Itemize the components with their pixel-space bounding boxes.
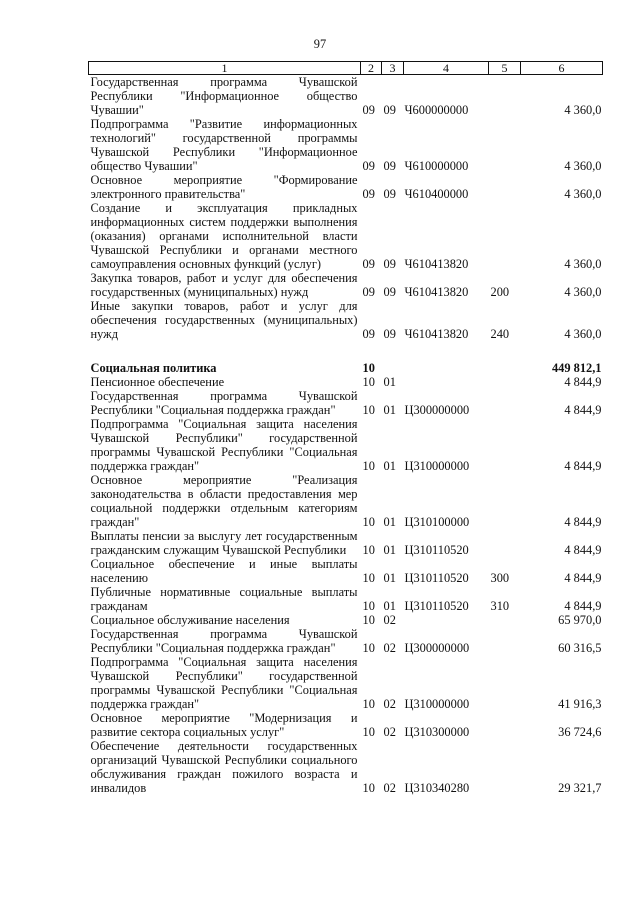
row-name: Подпрограмма "Развитие информационных технологий" государственной программы Чувашской Республики "Информационное общество Чувашии" — [90, 117, 358, 173]
table-row — [89, 711, 603, 739]
row-name: Основное мероприятие "Формирование электронного правительства" — [90, 173, 358, 201]
row-subsection-code: 02 — [383, 641, 396, 655]
table-row — [89, 271, 603, 299]
row-expense-type — [489, 613, 521, 627]
row-expense-type — [489, 389, 521, 417]
row-target-code — [404, 375, 489, 389]
row-subsection-code: 01 — [383, 459, 396, 473]
row-expense-type: 300 — [490, 571, 510, 585]
row-amount: 4 360,0 — [564, 257, 602, 271]
page-number: 97 — [313, 37, 327, 51]
row-section-code: 10 — [362, 571, 375, 585]
row-target-code — [404, 613, 489, 627]
row-target-code — [404, 341, 489, 375]
row-section-code: 09 — [362, 103, 375, 117]
row-expense-type — [489, 711, 521, 739]
row-name: Социальная политика — [90, 361, 217, 375]
row-expense-type — [489, 201, 521, 271]
row-amount: 4 844,9 — [564, 515, 602, 529]
row-amount: 449 812,1 — [551, 361, 602, 375]
table-row — [89, 585, 603, 613]
table-row — [89, 613, 603, 627]
row-section-code: 09 — [362, 257, 375, 271]
row-section-code: 10 — [362, 361, 375, 375]
row-subsection-code: 01 — [383, 515, 396, 529]
row-target-code: Ц310000000 — [404, 459, 470, 473]
row-section-code: 10 — [362, 781, 375, 795]
row-target-code: Ч600000000 — [404, 103, 469, 117]
row-target-code: Ц310000000 — [404, 697, 470, 711]
row-section-code: 10 — [362, 375, 375, 389]
row-expense-type — [489, 655, 521, 711]
row-target-code: Ч610413820 — [404, 285, 469, 299]
row-target-code: Ц310100000 — [404, 515, 470, 529]
row-amount: 41 916,3 — [558, 697, 602, 711]
row-amount: 4 360,0 — [564, 159, 602, 173]
row-subsection-code: 09 — [383, 187, 396, 201]
table-row — [89, 75, 603, 118]
row-amount: 4 360,0 — [564, 187, 602, 201]
row-section-code: 09 — [362, 159, 375, 173]
row-amount: 4 844,9 — [564, 375, 602, 389]
row-expense-type: 200 — [490, 285, 510, 299]
row-name: Пенсионное обеспечение — [90, 375, 225, 389]
table-row — [89, 529, 603, 557]
row-name: Социальное обслуживание населения — [90, 613, 290, 627]
budget-table — [88, 61, 603, 795]
row-section-code: 10 — [362, 543, 375, 557]
row-amount: 29 321,7 — [558, 781, 602, 795]
row-target-code: Ц310110520 — [404, 571, 469, 585]
row-expense-type — [489, 341, 521, 375]
row-name: Закупка товаров, работ и услуг для обеспечения государственных (муниципальных) нужд — [90, 271, 358, 299]
row-subsection-code: 02 — [383, 697, 396, 711]
row-expense-type — [489, 627, 521, 655]
table-row — [89, 341, 603, 375]
row-section-code: 10 — [362, 613, 375, 627]
row-section-code: 10 — [362, 641, 375, 655]
row-amount: 4 360,0 — [564, 327, 602, 341]
row-expense-type — [489, 75, 521, 118]
header-col-amount: 6 — [521, 62, 603, 75]
row-target-code: Ц310110520 — [404, 543, 469, 557]
row-section-code: 09 — [362, 327, 375, 341]
row-name: Иные закупки товаров, работ и услуг для обеспечения государственных (муниципальных) нужд — [90, 299, 358, 341]
table-row — [89, 417, 603, 473]
row-target-code: Ч610400000 — [404, 187, 469, 201]
row-target-code: Ц310340280 — [404, 781, 470, 795]
row-target-code: Ч610413820 — [404, 257, 469, 271]
table-row — [89, 627, 603, 655]
row-subsection-code: 01 — [383, 543, 396, 557]
table-row — [89, 473, 603, 529]
row-section-code: 10 — [362, 459, 375, 473]
row-expense-type: 310 — [490, 599, 510, 613]
row-name: Публичные нормативные социальные выплаты гражданам — [90, 585, 358, 613]
row-amount: 36 724,6 — [558, 725, 602, 739]
row-target-code: Ч610000000 — [404, 159, 469, 173]
row-subsection-code: 09 — [383, 159, 396, 173]
row-subsection-code: 09 — [383, 257, 396, 271]
row-amount: 4 844,9 — [564, 599, 602, 613]
row-subsection-code: 02 — [383, 613, 396, 627]
row-amount: 4 360,0 — [564, 103, 602, 117]
row-name: Основное мероприятие "Модернизация и развитие сектора социальных услуг" — [90, 711, 358, 739]
table-row — [89, 739, 603, 795]
table-row — [89, 389, 603, 417]
row-target-code: Ц300000000 — [404, 403, 470, 417]
row-subsection-code: 09 — [383, 327, 396, 341]
row-expense-type — [489, 173, 521, 201]
row-expense-type — [489, 529, 521, 557]
row-expense-type — [489, 417, 521, 473]
header-col-name: 1 — [89, 62, 361, 75]
row-name: Подпрограмма "Социальная защита населения Чувашской Республики" государственной программы Чувашской Республики "Социальная поддержка граждан" — [90, 655, 358, 711]
row-subsection-code: 01 — [383, 571, 396, 585]
row-subsection-code: 01 — [383, 375, 396, 389]
row-expense-type — [489, 473, 521, 529]
row-subsection-code: 02 — [383, 781, 396, 795]
row-section-code: 09 — [362, 285, 375, 299]
row-amount: 65 970,0 — [558, 613, 602, 627]
header-col-section: 2 — [361, 62, 382, 75]
row-expense-type — [489, 375, 521, 389]
header-col-subsection: 3 — [382, 62, 404, 75]
row-amount: 60 316,5 — [558, 641, 602, 655]
table-row — [89, 375, 603, 389]
row-name: Выплаты пенсии за выслугу лет государственным гражданским служащим Чувашской Республики — [90, 529, 358, 557]
header-col-target-code: 4 — [404, 62, 489, 75]
row-name: Государственная программа Чувашской Республики "Информационное общество Чувашии" — [90, 75, 358, 117]
table-row — [89, 117, 603, 173]
table-row — [89, 201, 603, 271]
row-section-code: 09 — [362, 187, 375, 201]
row-section-code: 10 — [362, 725, 375, 739]
header-col-expense-type: 5 — [489, 62, 521, 75]
row-name: Государственная программа Чувашской Республики "Социальная поддержка граждан" — [90, 627, 358, 655]
row-target-code: Ц300000000 — [404, 641, 470, 655]
table-header-row — [89, 62, 603, 75]
row-subsection-code: 09 — [383, 103, 396, 117]
row-section-code: 10 — [362, 697, 375, 711]
row-name: Создание и эксплуатация прикладных информационных систем поддержки выполнения (оказания) органами исполнительной власти Чувашской Республики и органами местного самоуправления основных функций (услуг) — [90, 201, 358, 271]
row-name: Обеспечение деятельности государственных организаций Чувашской Республики социального обслуживания граждан пожилого возраста и инвалидов — [90, 739, 358, 795]
row-subsection-code: 01 — [383, 599, 396, 613]
row-expense-type — [489, 739, 521, 795]
row-amount: 4 360,0 — [564, 285, 602, 299]
table-row — [89, 299, 603, 341]
row-target-code: Ц310300000 — [404, 725, 470, 739]
row-amount: 4 844,9 — [564, 403, 602, 417]
row-amount: 4 844,9 — [564, 571, 602, 585]
row-subsection-code: 02 — [383, 725, 396, 739]
table-row — [89, 173, 603, 201]
row-expense-type — [489, 117, 521, 173]
row-amount: 4 844,9 — [564, 459, 602, 473]
row-name: Подпрограмма "Социальная защита населения Чувашской Республики" государственной программы Чувашской Республики "Социальная поддержка граждан" — [90, 417, 358, 473]
row-subsection-code — [382, 341, 404, 375]
row-expense-type: 240 — [490, 327, 510, 341]
row-target-code: Ц310110520 — [404, 599, 469, 613]
table-row — [89, 655, 603, 711]
row-name: Социальное обеспечение и иные выплаты населению — [90, 557, 358, 585]
row-amount: 4 844,9 — [564, 543, 602, 557]
row-section-code: 10 — [362, 599, 375, 613]
table-row — [89, 557, 603, 585]
row-name: Государственная программа Чувашской Республики "Социальная поддержка граждан" — [90, 389, 358, 417]
row-name: Основное мероприятие "Реализация законодательства в области предоставления мер социальной поддержки отдельным категориям граждан" — [90, 473, 358, 529]
row-section-code: 10 — [362, 515, 375, 529]
row-section-code: 10 — [362, 403, 375, 417]
row-subsection-code: 01 — [383, 403, 396, 417]
row-subsection-code: 09 — [383, 285, 396, 299]
row-target-code: Ч610413820 — [404, 327, 469, 341]
